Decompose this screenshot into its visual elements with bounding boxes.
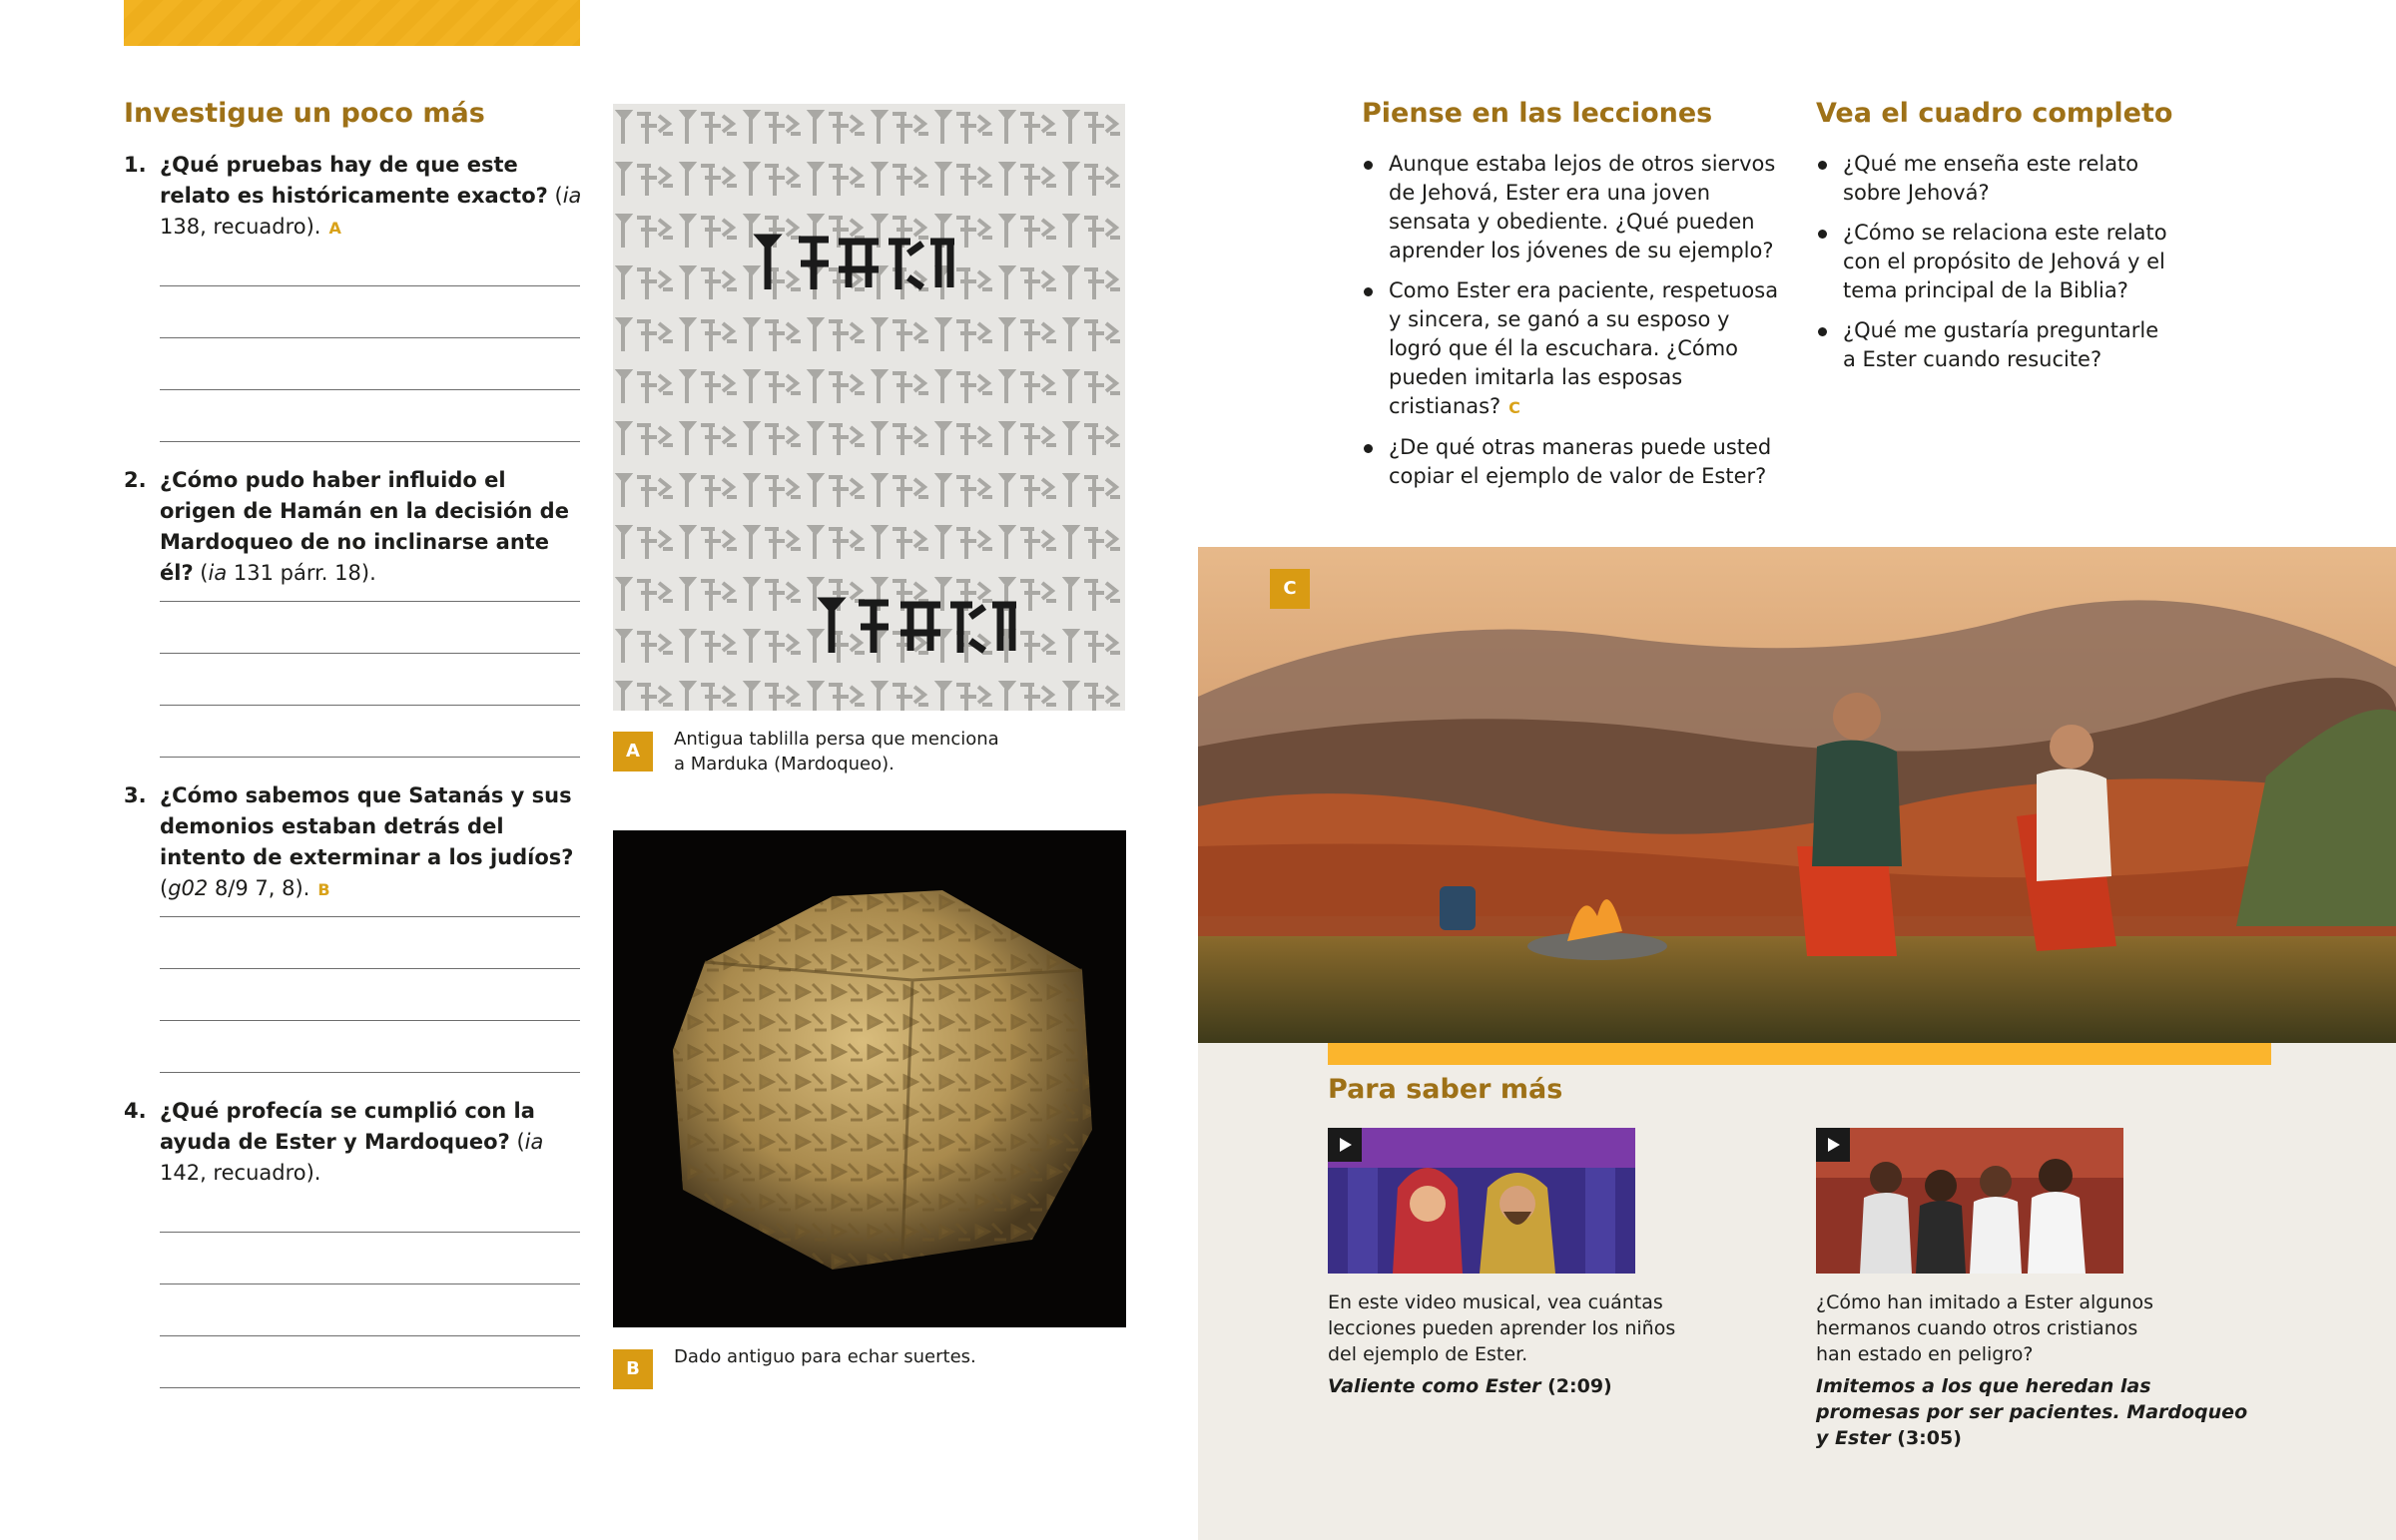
question-text: ¿Cómo sabemos que Satanás y sus demonios estaban detrás del intento de exterminar a los judíos? xyxy=(160,783,574,869)
video-title-text: Imitemos a los que heredan las promesas por ser pacientes. Mardoqueo y Ester xyxy=(1816,1375,2248,1449)
question-1 xyxy=(124,150,583,244)
cuneiform-illustration xyxy=(613,104,1125,711)
persian-tablet-image xyxy=(613,104,1125,711)
answer-line[interactable] xyxy=(160,968,580,969)
figure-ref-badge: A xyxy=(328,219,341,238)
camping-scene-illustration xyxy=(1198,547,2396,1043)
answer-line[interactable] xyxy=(160,1335,580,1336)
research-heading: Investigue un poco más xyxy=(124,98,485,129)
reference-publication: g02 xyxy=(168,876,209,900)
big-picture-heading: Vea el cuadro completo xyxy=(1816,98,2173,129)
lessons-heading: Piense en las lecciones xyxy=(1362,98,1713,129)
caption-line: Antigua tablilla persa que menciona xyxy=(674,729,999,750)
video-description: ¿Cómo han imitado a Ester algunos hermanos cuando otros cristianos han estado en peligro? xyxy=(1816,1291,2153,1365)
reference-location: 131 párr. 18). xyxy=(227,561,376,585)
play-icon[interactable] xyxy=(1328,1128,1362,1162)
video-2-illustration xyxy=(1816,1128,2123,1274)
answer-line[interactable] xyxy=(160,757,580,758)
big-picture-item: ¿Qué me enseña este relato sobre Jehová? xyxy=(1815,150,2174,208)
play-icon[interactable] xyxy=(1816,1128,1850,1162)
answer-line[interactable] xyxy=(160,653,580,654)
reference-open: ( xyxy=(160,876,169,900)
answer-line[interactable] xyxy=(160,916,580,917)
question-number: 4. xyxy=(124,1099,147,1123)
question-text: ¿Qué profecía se cumplió con la ayuda de Ester y Mardoqueo? xyxy=(160,1099,535,1154)
video-title[interactable] xyxy=(1328,1373,1687,1399)
answer-line[interactable] xyxy=(160,337,580,338)
answer-line[interactable] xyxy=(160,1072,580,1073)
big-picture-item: ¿Cómo se relaciona este relato con el propósito de Jehová y el tema principal de la Biblia? xyxy=(1815,219,2174,305)
reference-location: 138, recuadro). xyxy=(160,215,321,239)
reference-location: 8/9 7, 8). xyxy=(208,876,310,900)
question-number: 2. xyxy=(124,468,147,492)
figure-c-badge: C xyxy=(1270,569,1310,609)
video-duration: (3:05) xyxy=(1890,1427,1962,1449)
figure-b-badge: B xyxy=(613,1349,653,1389)
figure-a-caption xyxy=(674,727,1113,776)
figure-ref-badge: C xyxy=(1508,398,1520,417)
big-picture-list xyxy=(1815,150,2174,385)
answer-line[interactable] xyxy=(160,1232,580,1233)
caption-line: a Marduka (Mardoqueo). xyxy=(674,754,895,774)
video-description: En este video musical, vea cuántas lecciones pueden aprender los niños del ejemplo de Ester. xyxy=(1328,1291,1676,1365)
top-banner xyxy=(124,0,580,46)
question-2 xyxy=(124,465,583,589)
question-3 xyxy=(124,780,583,905)
reference-publication: ia xyxy=(208,561,228,585)
video-1-illustration xyxy=(1328,1128,1635,1274)
video-duration: (2:09) xyxy=(1540,1375,1612,1397)
video-1-info xyxy=(1328,1289,1687,1399)
question-4 xyxy=(124,1096,583,1189)
lesson-item-text: Como Ester era paciente, respetuosa y sincera, se ganó a su esposo y logró que él la escuchara. ¿Cómo pueden imitarla las esposas cristianas? xyxy=(1389,278,1779,418)
video-2-info xyxy=(1816,1289,2255,1451)
figure-b-caption: Dado antiguo para echar suertes. xyxy=(674,1346,976,1367)
more-heading: Para saber más xyxy=(1328,1074,1563,1105)
video-thumbnail-1[interactable] xyxy=(1328,1128,1635,1274)
camping-couple-image xyxy=(1198,547,2396,1043)
answer-line[interactable] xyxy=(160,1387,580,1388)
video-title[interactable] xyxy=(1816,1373,2255,1451)
lessons-list xyxy=(1361,150,1788,502)
big-picture-item: ¿Qué me gustaría preguntarle a Ester cuando resucite? xyxy=(1815,316,2174,374)
video-title-text: Valiente como Ester xyxy=(1328,1375,1541,1397)
answer-line[interactable] xyxy=(160,601,580,602)
reference-open: ( xyxy=(547,184,563,208)
figure-ref-badge: B xyxy=(317,880,330,899)
answer-line[interactable] xyxy=(160,285,580,286)
lesson-item xyxy=(1361,276,1788,422)
answer-line[interactable] xyxy=(160,441,580,442)
lesson-item: ¿De qué otras maneras puede usted copiar el ejemplo de valor de Ester? xyxy=(1361,433,1788,491)
video-thumbnail-2[interactable] xyxy=(1816,1128,2123,1274)
question-text: ¿Cómo pudo haber influido el origen de Hamán en la decisión de Mardoqueo de no inclinarse ante él? xyxy=(160,468,569,585)
die-illustration xyxy=(613,830,1126,1327)
section-rule xyxy=(1328,1043,2271,1065)
answer-line[interactable] xyxy=(160,1283,580,1284)
answer-line[interactable] xyxy=(160,705,580,706)
question-number: 3. xyxy=(124,783,147,807)
reference-open: ( xyxy=(193,561,209,585)
reference-open: ( xyxy=(509,1130,525,1154)
reference-publication: ia xyxy=(524,1130,544,1154)
ancient-die-image xyxy=(613,830,1126,1327)
reference-publication: ia xyxy=(562,184,582,208)
question-number: 1. xyxy=(124,153,147,177)
answer-line[interactable] xyxy=(160,389,580,390)
figure-a-badge: A xyxy=(613,732,653,771)
reference-location: 142, recuadro). xyxy=(160,1161,321,1185)
question-text: ¿Qué pruebas hay de que este relato es históricamente exacto? xyxy=(160,153,548,208)
answer-line[interactable] xyxy=(160,1020,580,1021)
lesson-item: Aunque estaba lejos de otros siervos de Jehová, Ester era una joven sensata y obediente. ¿Qué pueden aprender los jóvenes de su ejemplo? xyxy=(1361,150,1788,265)
